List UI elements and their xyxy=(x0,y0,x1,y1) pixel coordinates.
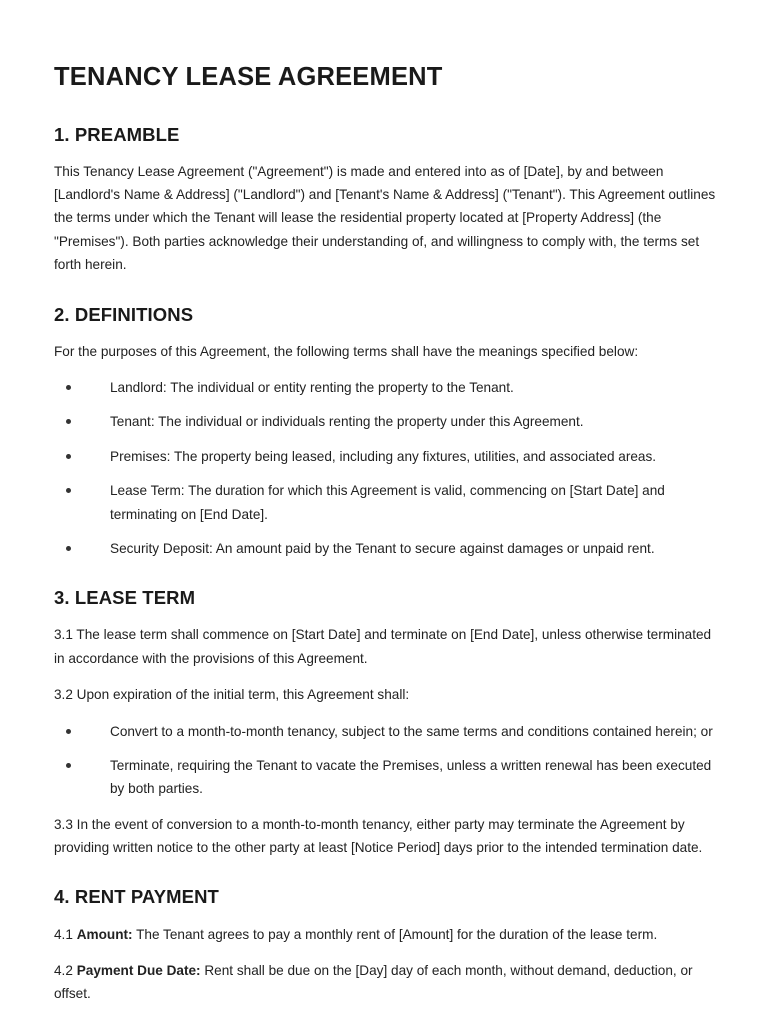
clause-4-1-number: 4.1 xyxy=(54,926,73,942)
clause-4-1-text: The Tenant agrees to pay a monthly rent of [Amount] for the duration of the lease term. xyxy=(136,926,658,942)
list-item: Lease Term: The duration for which this Agreement is valid, commencing on [Start Date] and terminating on [End Date]. xyxy=(54,479,716,526)
section-heading-lease-term: 3. LEASE TERM xyxy=(54,587,196,609)
definitions-intro: For the purposes of this Agreement, the following terms shall have the meanings specified below: xyxy=(54,343,639,359)
clause-3-2: 3.2 Upon expiration of the initial term, this Agreement shall: xyxy=(54,687,410,703)
clause-4-2-number: 4.2 xyxy=(54,962,73,978)
preamble-paragraph: This Tenancy Lease Agreement ("Agreement") is made and entered into as of [Date], by and between [Landlord's Name & Address] ("Landlord") and [Tenant's Name & Address] ("Tenant"). This Agreement outlines the terms under which the Tenant will lease the residential property located at [Property Address] (the "Premises"). Both parties acknowledge their understanding of, and willingness to comply with, the terms set forth herein. xyxy=(54,163,716,273)
section-heading-preamble: 1. PREAMBLE xyxy=(54,123,180,145)
definitions-list xyxy=(54,376,716,560)
clause-4-2 xyxy=(54,959,716,1006)
clause-4-1-label: Amount: xyxy=(76,926,133,942)
section-heading-definitions: 2. DEFINITIONS xyxy=(54,303,194,325)
list-item: Tenant: The individual or individuals renting the property under this Agreement. xyxy=(54,410,716,433)
clause-3-1: 3.1 The lease term shall commence on [Start Date] and terminate on [End Date], unless otherwise terminated in accordance with the provisions of this Agreement. xyxy=(54,627,712,666)
page-title: TENANCY LEASE AGREEMENT xyxy=(54,63,443,91)
clause-3-3: 3.3 In the event of conversion to a month-to-month tenancy, either party may terminate the Agreement by providing written notice to the other party at least [Notice Period] days prior to the intended termination date. xyxy=(54,816,703,856)
list-item: Security Deposit: An amount paid by the Tenant to secure against damages or unpaid rent. xyxy=(54,537,716,560)
list-item: Convert to a month-to-month tenancy, subject to the same terms and conditions contained herein; or xyxy=(54,720,716,743)
clause-4-1 xyxy=(54,923,716,946)
list-item: Terminate, requiring the Tenant to vacate the Premises, unless a written renewal has been executed by both parties. xyxy=(54,754,716,801)
clause-4-2-label: Payment Due Date: xyxy=(76,962,201,978)
clause-4-2-text: Rent shall be due on the [Day] day of each month, without demand, deduction, or offset. xyxy=(54,962,693,1002)
list-item: Landlord: The individual or entity renting the property to the Tenant. xyxy=(54,376,716,399)
lease-term-list xyxy=(54,720,716,801)
section-heading-rent-payment: 4. RENT PAYMENT xyxy=(54,886,219,908)
list-item: Premises: The property being leased, including any fixtures, utilities, and associated areas. xyxy=(54,445,716,468)
